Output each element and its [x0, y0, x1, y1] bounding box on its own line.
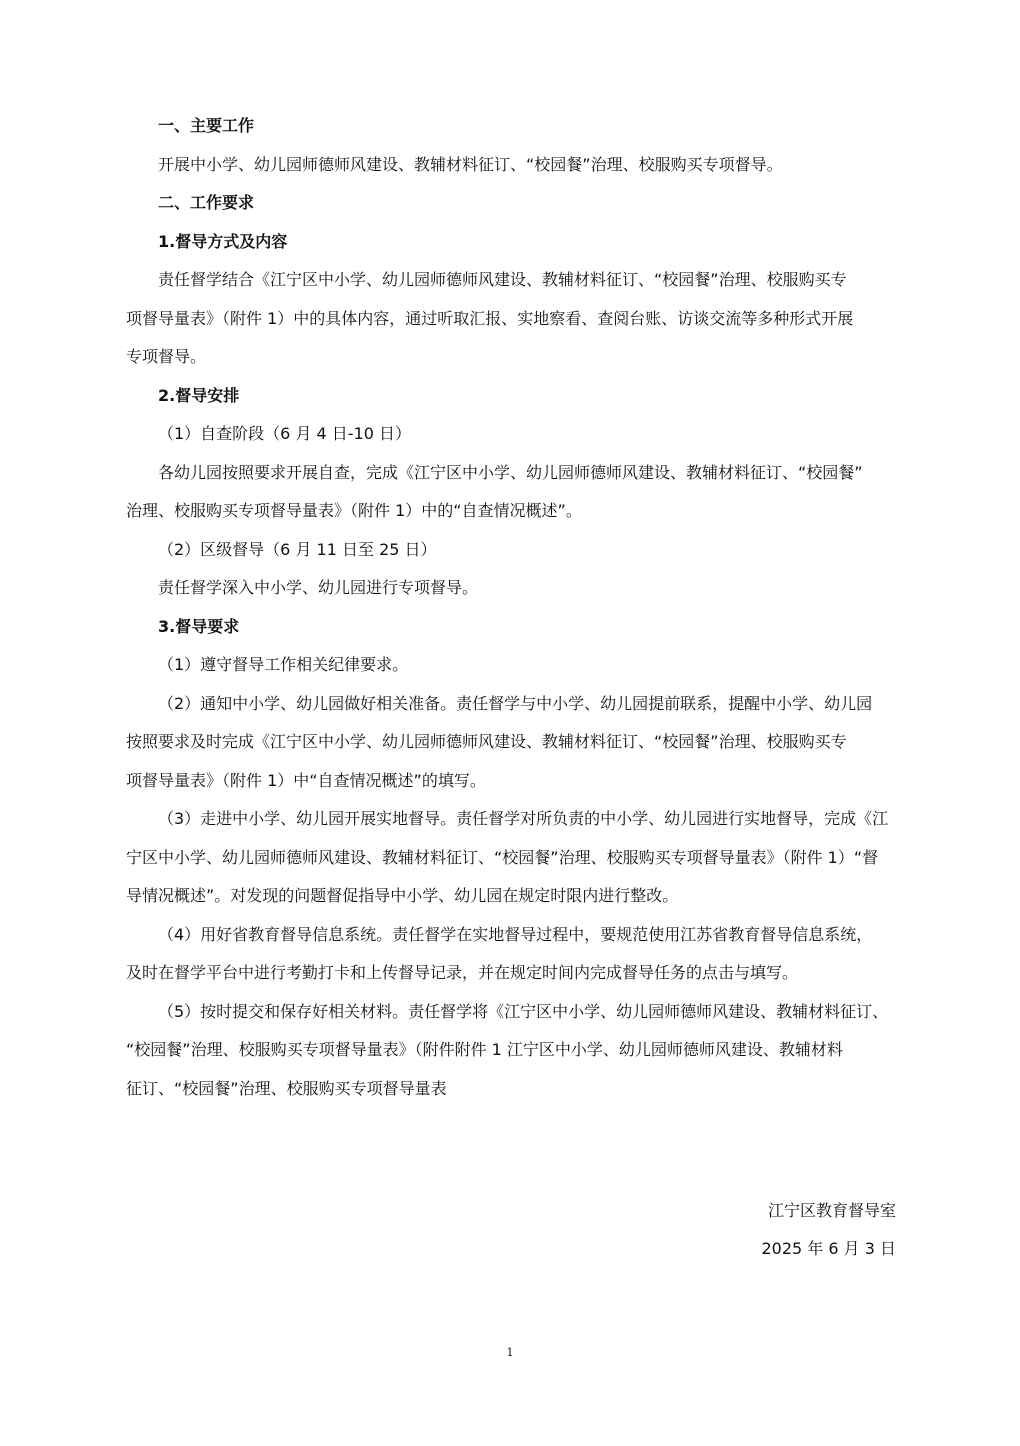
stage-self-check: （1）自查阶段（6 月 4 日-10 日）	[158, 424, 412, 443]
requirement-item-line: 及时在督学平台中进行考勤打卡和上传督导记录，并在规定时间内完成督导任务的点击与填写。	[126, 963, 799, 982]
requirement-text: 责任督学在实地督导过程中，要规范使用江苏省教育督导信息系统，	[392, 924, 873, 944]
requirement-item-line: 导情况概述”。对发现的问题督促指导中小学、幼儿园在规定时限内进行整改。	[126, 886, 679, 905]
page-number: 1	[506, 1346, 514, 1359]
paragraph-main-work: 开展中小学、幼儿园师德师风建设、教辅材料征订、“校园餐”治理、校服购买专项督导。	[158, 154, 783, 174]
paragraph-method-line: 项督导量表》（附件 1）中的具体内容，通过听取汇报、实地察看、查阅台账、访谈交流等多种形式开展	[126, 308, 854, 328]
requirement-item-line: 征订、“校园餐”治理、校服购买专项督导量表	[126, 1078, 447, 1098]
requirement-item-line	[126, 916, 912, 955]
paragraph-method-line: 责任督学结合《江宁区中小学、幼儿园师德师风建设、教辅材料征订、“校园餐”治理、校服购买专	[158, 270, 847, 289]
document-body	[126, 107, 912, 1108]
requirement-prefix: （4）用好省教育督导信息系统。	[158, 924, 393, 944]
signature-organization: 江宁区教育督导室	[767, 1201, 896, 1220]
subheading-method: 1.督导方式及内容	[158, 231, 288, 251]
requirement-item-line: （2）通知中小学、幼儿园做好相关准备。责任督学与中小学、幼儿园提前联系，提醒中小学、幼儿园	[158, 693, 873, 713]
section-heading-main-work: 一、主要工作	[158, 116, 255, 135]
subheading-schedule: 2.督导安排	[158, 385, 240, 405]
paragraph-self-check-line: 各幼儿园按照要求开展自查，完成《江宁区中小学、幼儿园师德师风建设、教辅材料征订、“校园餐”	[158, 462, 863, 482]
requirement-item-line: “校园餐”治理、校服购买专项督导量表》（附件附件 1 江宁区中小学、幼儿园师德师风建设、教辅材料	[126, 1040, 843, 1059]
paragraph-self-check-line: 治理、校服购买专项督导量表》（附件 1）中的“自查情况概述”。	[126, 501, 582, 520]
paragraph-method-line: 专项督导。	[126, 347, 207, 366]
requirement-item-line: 项督导量表》（附件 1）中“自查情况概述”的填写。	[126, 770, 486, 790]
section-heading-requirements: 二、工作要求	[158, 193, 255, 212]
requirement-item: （1）遵守督导工作相关纪律要求。	[158, 655, 409, 674]
requirement-item-line: （3）走进中小学、幼儿园开展实地督导。责任督学对所负责的中小学、幼儿园进行实地督导，完成《江	[158, 809, 889, 828]
requirement-item-line: 按照要求及时完成《江宁区中小学、幼儿园师德师风建设、教辅材料征订、“校园餐”治理、校服购买专	[126, 732, 847, 751]
requirement-item-line: 宁区中小学、幼儿园师德师风建设、教辅材料征订、“校园餐”治理、校服购买专项督导量表》（附件 1）“督	[126, 847, 879, 867]
signature-date: 2025 年 6 月 3 日	[761, 1239, 896, 1258]
stage-district-inspection: （2）区级督导（6 月 11 日至 25 日）	[158, 539, 437, 559]
requirement-item-line: （5）按时提交和保存好相关材料。责任督学将《江宁区中小学、幼儿园师德师风建设、教辅材料征订、	[158, 1001, 889, 1021]
paragraph-district-inspection: 责任督学深入中小学、幼儿园进行专项督导。	[158, 578, 479, 597]
subheading-inspection-requirements: 3.督导要求	[158, 616, 240, 636]
